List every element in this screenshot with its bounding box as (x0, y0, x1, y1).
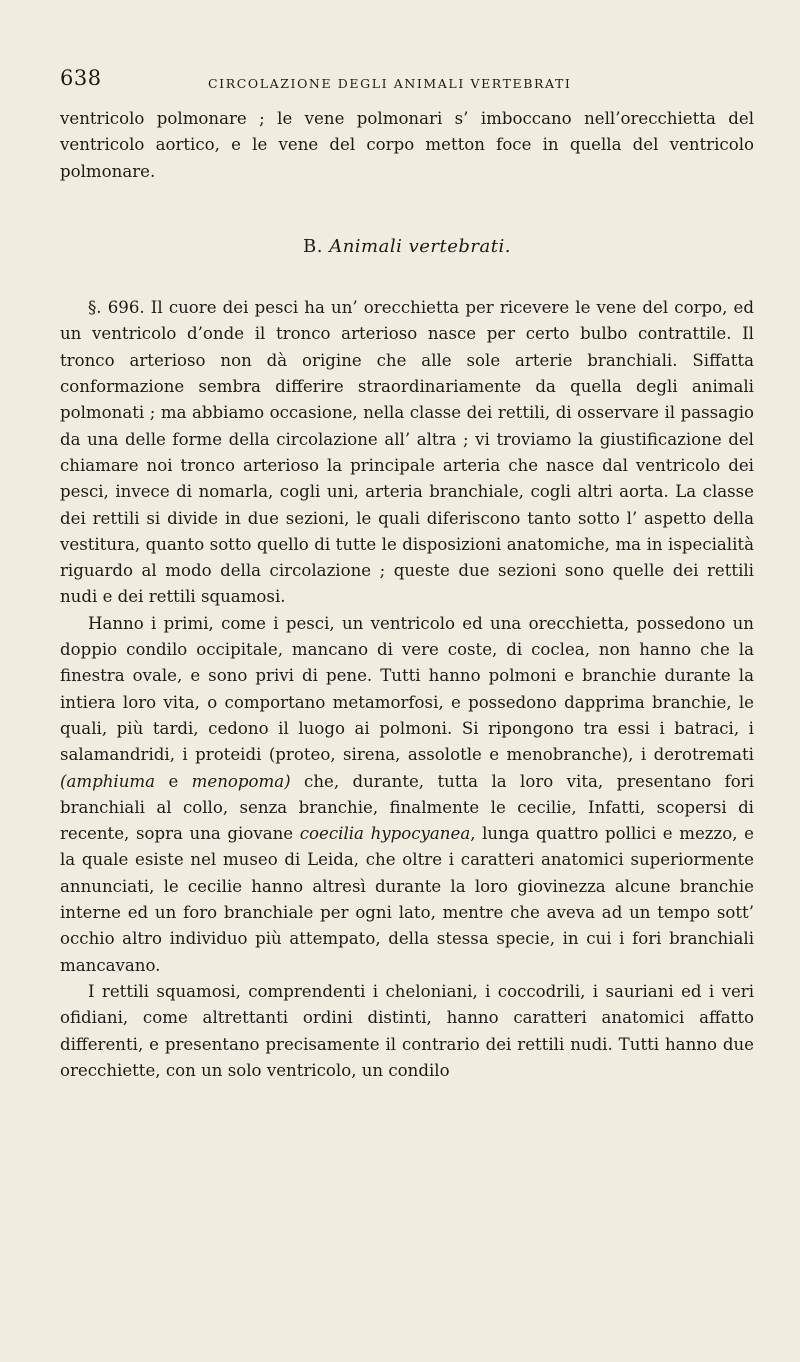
section-heading (60, 234, 754, 260)
paragraph-rettili-squamosi: I rettili squamosi, comprendenti i cheloniani, i coccodrili, i sauriani ed i veri ofidiani, come altrettanti ordini distinti, hanno caratteri anatomici affatto differenti, e presentano precisamente il contrario dei rettili nudi. Tutti hanno due orecchiette, con un solo ventricolo, un condilo (60, 981, 754, 1080)
paragraph-rettili-nudi (60, 611, 754, 979)
running-title: CIRCOLAZIONE DEGLI ANIMALI VERTEBRATI (208, 76, 572, 91)
paragraph-continuation: ventricolo polmonare ; le vene polmonari s’ imboccano nell’orecchietta del ventricolo aortico, e le vene del corpo metton foce in quella del ventricolo polmonare. (60, 109, 754, 181)
text-run: e (155, 771, 192, 791)
section-title: Animali vertebrati. (329, 235, 511, 257)
text-run: Hanno i primi, come i pesci, un ventricolo ed una orecchietta, possedono un doppio condilo occipitale, mancano di vere coste, di coclea, non hanno che la finestra ovale, e sono privi di pene. Tutti hanno polmoni e branchie durante la intiera loro vita, o comportano metamorfosi, e possedono dapprima branchie, le quali, più tardi, cedono il luogo ai polmoni. Si ripongono tra essi i batraci, i salamandridi, i proteidi (proteo, sirena, assolotle e menobranche), i derotremati (60, 613, 754, 765)
italic-term: menopoma) (191, 771, 291, 791)
italic-species-name: coecilia hypocyanea (299, 824, 471, 844)
paragraph-696: §. 696. Il cuore dei pesci ha un’ orecchietta per ricevere le vene del corpo, ed un ventricolo d’onde il tronco arterioso nasce per certo bulbo contrattile. Il tronco arterioso non dà origine che alle sole arterie branchiali. Siffatta conformazione sembra differire straordinariamente da quella degli animali polmonati ; ma abbiamo occasione, nella classe dei rettili, di osservare il passagio da una delle forme della circolazione all’ altra ; vi troviamo la giustificazione del chiamare noi tronco arterioso la principale arteria che nasce dal ventricolo dei pesci, invece di nomarla, cogli uni, arteria branchiale, cogli altri aorta. La classe dei rettili si divide in due sezioni, le quali diferiscono tanto sotto l’ aspetto della vestitura, quanto sotto quello di tutte le disposizioni anatomiche, ma in ispecialità riguardo al modo della circolazione ; queste due sezioni sono quelle dei rettili nudi e dei rettili squamosi. (60, 298, 754, 607)
body-text (60, 106, 754, 1084)
running-head (60, 66, 752, 100)
section-letter: B. (303, 235, 323, 257)
text-run: , lunga quattro pollici e mezzo, e la quale esiste nel museo di Leida, che oltre i caratteri anatomici superiormente annunciati, le cecilie hanno altresì durante la loro giovinezza alcune branchie interne ed un foro branchiale per ogni lato, mentre che aveva ad un tempo sott’ occhio altro individuo più attempato, della stessa specie, in cui i fori branchiali mancavano. (60, 824, 754, 975)
text-run: che, durante, tutta la loro vita, presentano fori branchiali al collo, senza branchie, finalmente le cecilie, Infatti, scopersi di recente, sopra una giovane (60, 771, 755, 844)
italic-term: (amphiuma (60, 771, 156, 791)
page-number: 638 (60, 66, 102, 90)
